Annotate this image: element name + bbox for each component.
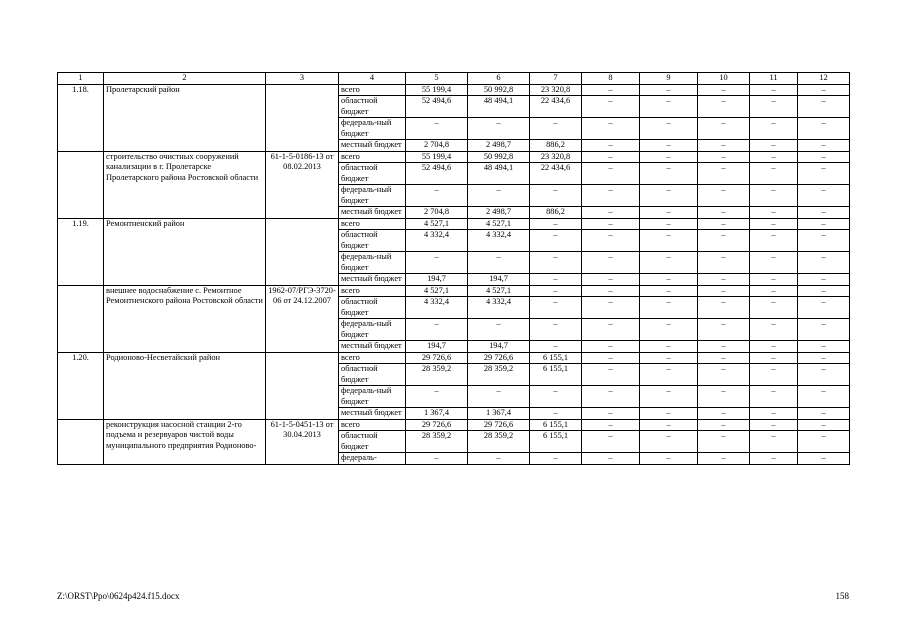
amount-cell: – <box>582 118 640 140</box>
amount-cell: – <box>530 230 582 252</box>
item-number <box>58 151 104 218</box>
amount-cell: 28 359,2 <box>406 364 468 386</box>
amount-cell: 194,7 <box>406 341 468 353</box>
amount-cell: – <box>798 140 850 152</box>
amount-cell: – <box>406 252 468 274</box>
item-name: внешнее водоснабжение с. Ремонтное Ремонтненского района Ростовской области <box>104 285 266 352</box>
amount-cell: – <box>750 252 798 274</box>
amount-cell: – <box>698 207 750 219</box>
amount-cell: – <box>640 453 698 465</box>
amount-cell: – <box>582 163 640 185</box>
column-number-header: 12 <box>798 73 850 85</box>
project-code: 61-1-5-0451-13 от 30.04.2013 <box>266 419 339 464</box>
amount-cell: – <box>798 319 850 341</box>
page-number: 158 <box>835 591 849 601</box>
funding-source: местный бюджет <box>339 408 406 420</box>
amount-cell: – <box>640 140 698 152</box>
amount-cell: – <box>750 118 798 140</box>
amount-cell: – <box>750 419 798 431</box>
item-name: реконструкция насосной станции 2-го подъема и резервуаров чистой воды муниципального предприятия Родионово- <box>104 419 266 464</box>
amount-cell: 2 704,8 <box>406 207 468 219</box>
amount-cell: – <box>640 419 698 431</box>
amount-cell: – <box>582 319 640 341</box>
amount-cell: 29 726,6 <box>406 352 468 364</box>
amount-cell: – <box>798 297 850 319</box>
item-number: 1.19. <box>58 218 104 285</box>
amount-cell: – <box>698 84 750 96</box>
amount-cell: – <box>640 297 698 319</box>
column-number-header: 9 <box>640 73 698 85</box>
amount-cell: – <box>468 453 530 465</box>
amount-cell: – <box>406 386 468 408</box>
amount-cell: – <box>798 352 850 364</box>
funding-source: областной бюджет <box>339 364 406 386</box>
amount-cell: – <box>750 163 798 185</box>
funding-source: местный бюджет <box>339 274 406 286</box>
amount-cell: – <box>698 297 750 319</box>
item-number: 1.20. <box>58 352 104 419</box>
amount-cell: 194,7 <box>468 274 530 286</box>
amount-cell: – <box>798 230 850 252</box>
item-name: Пролетарский район <box>104 84 266 151</box>
amount-cell: – <box>468 252 530 274</box>
item-name: Ремонтненский район <box>104 218 266 285</box>
item-number <box>58 285 104 352</box>
table-row <box>58 352 850 364</box>
funding-source: всего <box>339 352 406 364</box>
amount-cell: – <box>582 140 640 152</box>
amount-cell: – <box>640 84 698 96</box>
amount-cell: – <box>698 230 750 252</box>
amount-cell: – <box>798 408 850 420</box>
amount-cell: – <box>750 319 798 341</box>
amount-cell: – <box>750 230 798 252</box>
amount-cell: – <box>750 341 798 353</box>
amount-cell: – <box>582 185 640 207</box>
amount-cell: – <box>582 84 640 96</box>
amount-cell: 29 726,6 <box>468 419 530 431</box>
project-code <box>266 218 339 285</box>
amount-cell: – <box>750 352 798 364</box>
amount-cell: 1 367,4 <box>468 408 530 420</box>
funding-source: областной бюджет <box>339 163 406 185</box>
amount-cell: – <box>582 285 640 297</box>
amount-cell: – <box>640 118 698 140</box>
column-number-header: 5 <box>406 73 468 85</box>
amount-cell: 48 494,1 <box>468 163 530 185</box>
amount-cell: – <box>750 185 798 207</box>
amount-cell: 28 359,2 <box>468 364 530 386</box>
amount-cell: 6 155,1 <box>530 352 582 364</box>
amount-cell: – <box>406 453 468 465</box>
amount-cell: – <box>582 207 640 219</box>
amount-cell: – <box>698 218 750 230</box>
amount-cell: – <box>640 207 698 219</box>
funding-source: федераль-ный бюджет <box>339 118 406 140</box>
amount-cell: – <box>698 352 750 364</box>
amount-cell: 2 498,7 <box>468 140 530 152</box>
item-number: 1.18. <box>58 84 104 151</box>
amount-cell: – <box>582 297 640 319</box>
project-code <box>266 352 339 419</box>
amount-cell: – <box>640 96 698 118</box>
funding-source: всего <box>339 84 406 96</box>
amount-cell: – <box>750 84 798 96</box>
amount-cell: – <box>530 118 582 140</box>
amount-cell: – <box>640 185 698 207</box>
table-row <box>58 285 850 297</box>
amount-cell: – <box>530 185 582 207</box>
amount-cell: – <box>698 118 750 140</box>
funding-source: всего <box>339 218 406 230</box>
amount-cell: – <box>530 285 582 297</box>
amount-cell: 50 992,8 <box>468 151 530 163</box>
amount-cell: – <box>640 341 698 353</box>
amount-cell: – <box>582 230 640 252</box>
amount-cell: – <box>640 218 698 230</box>
column-number-header: 11 <box>750 73 798 85</box>
amount-cell: – <box>798 431 850 453</box>
column-number-header: 2 <box>104 73 266 85</box>
amount-cell: – <box>698 341 750 353</box>
column-number-header: 8 <box>582 73 640 85</box>
amount-cell: – <box>698 96 750 118</box>
amount-cell: – <box>750 151 798 163</box>
amount-cell: – <box>750 297 798 319</box>
amount-cell: – <box>640 163 698 185</box>
amount-cell: – <box>530 341 582 353</box>
table-row <box>58 151 850 163</box>
item-name: Родионово-Несветайский район <box>104 352 266 419</box>
amount-cell: – <box>530 297 582 319</box>
amount-cell: – <box>750 96 798 118</box>
project-code <box>266 84 339 151</box>
amount-cell: 55 199,4 <box>406 151 468 163</box>
amount-cell: – <box>698 386 750 408</box>
amount-cell: 6 155,1 <box>530 431 582 453</box>
amount-cell: – <box>798 364 850 386</box>
table-row <box>58 84 850 96</box>
amount-cell: 6 155,1 <box>530 419 582 431</box>
amount-cell: – <box>530 319 582 341</box>
amount-cell: – <box>582 364 640 386</box>
amount-cell: – <box>640 252 698 274</box>
funding-source: местный бюджет <box>339 341 406 353</box>
amount-cell: – <box>750 274 798 286</box>
amount-cell: – <box>798 185 850 207</box>
amount-cell: – <box>468 319 530 341</box>
amount-cell: – <box>640 230 698 252</box>
amount-cell: 4 527,1 <box>468 285 530 297</box>
amount-cell: – <box>750 364 798 386</box>
amount-cell: – <box>750 285 798 297</box>
amount-cell: – <box>698 185 750 207</box>
amount-cell: – <box>640 319 698 341</box>
amount-cell: – <box>582 352 640 364</box>
amount-cell: – <box>698 285 750 297</box>
amount-cell: – <box>582 419 640 431</box>
funding-source: областной бюджет <box>339 431 406 453</box>
amount-cell: – <box>640 364 698 386</box>
amount-cell: – <box>530 252 582 274</box>
amount-cell: 4 332,4 <box>406 230 468 252</box>
amount-cell: 23 320,8 <box>530 84 582 96</box>
amount-cell: – <box>530 218 582 230</box>
amount-cell: 194,7 <box>468 341 530 353</box>
amount-cell: 4 527,1 <box>468 218 530 230</box>
amount-cell: – <box>698 453 750 465</box>
amount-cell: – <box>640 386 698 408</box>
amount-cell: 4 332,4 <box>468 230 530 252</box>
amount-cell: 48 494,1 <box>468 96 530 118</box>
amount-cell: 29 726,6 <box>468 352 530 364</box>
amount-cell: – <box>698 408 750 420</box>
amount-cell: – <box>698 163 750 185</box>
amount-cell: – <box>640 352 698 364</box>
amount-cell: – <box>530 386 582 408</box>
amount-cell: 2 704,8 <box>406 140 468 152</box>
amount-cell: – <box>798 285 850 297</box>
column-number-header: 10 <box>698 73 750 85</box>
column-number-header: 7 <box>530 73 582 85</box>
amount-cell: – <box>798 386 850 408</box>
amount-cell: – <box>582 453 640 465</box>
column-number-header: 1 <box>58 73 104 85</box>
funding-source: областной бюджет <box>339 230 406 252</box>
amount-cell: – <box>640 274 698 286</box>
header-row <box>58 73 850 85</box>
amount-cell: – <box>698 140 750 152</box>
amount-cell: 28 359,2 <box>468 431 530 453</box>
amount-cell: – <box>582 431 640 453</box>
funding-source: местный бюджет <box>339 140 406 152</box>
column-number-header: 3 <box>266 73 339 85</box>
amount-cell: – <box>798 163 850 185</box>
amount-cell: – <box>406 185 468 207</box>
funding-source: федераль-ный бюджет <box>339 319 406 341</box>
funding-source: федераль-ный бюджет <box>339 386 406 408</box>
amount-cell: – <box>798 218 850 230</box>
amount-cell: 4 527,1 <box>406 285 468 297</box>
amount-cell: 29 726,6 <box>406 419 468 431</box>
amount-cell: – <box>750 386 798 408</box>
amount-cell: – <box>698 364 750 386</box>
amount-cell: – <box>798 151 850 163</box>
funding-source: всего <box>339 285 406 297</box>
amount-cell: 4 332,4 <box>406 297 468 319</box>
footer-file-path: Z:\ORST\Ppo\0624p424.f15.docx <box>57 591 180 601</box>
amount-cell: – <box>698 252 750 274</box>
amount-cell: 28 359,2 <box>406 431 468 453</box>
amount-cell: – <box>640 285 698 297</box>
table-row <box>58 218 850 230</box>
funding-source: областной бюджет <box>339 297 406 319</box>
amount-cell: – <box>582 274 640 286</box>
amount-cell: – <box>698 431 750 453</box>
funding-source: всего <box>339 419 406 431</box>
amount-cell: – <box>468 386 530 408</box>
amount-cell: – <box>798 118 850 140</box>
funding-source: федераль- <box>339 453 406 465</box>
table-row <box>58 419 850 431</box>
amount-cell: – <box>798 252 850 274</box>
amount-cell: – <box>582 96 640 118</box>
amount-cell: 4 527,1 <box>406 218 468 230</box>
amount-cell: – <box>750 408 798 420</box>
amount-cell: – <box>698 151 750 163</box>
amount-cell: – <box>468 118 530 140</box>
amount-cell: – <box>530 274 582 286</box>
amount-cell: – <box>750 140 798 152</box>
project-code: 1962-07/РГЭ-3720-06 от 24.12.2007 <box>266 285 339 352</box>
amount-cell: – <box>798 84 850 96</box>
budget-table <box>57 72 850 465</box>
amount-cell: – <box>468 185 530 207</box>
amount-cell: 6 155,1 <box>530 364 582 386</box>
amount-cell: – <box>406 319 468 341</box>
item-number <box>58 419 104 464</box>
amount-cell: – <box>582 386 640 408</box>
amount-cell: – <box>640 408 698 420</box>
amount-cell: – <box>750 207 798 219</box>
amount-cell: 22 434,6 <box>530 96 582 118</box>
amount-cell: 52 494,6 <box>406 96 468 118</box>
project-code: 61-1-5-0186-13 от 08.02.2013 <box>266 151 339 218</box>
column-number-header: 6 <box>468 73 530 85</box>
amount-cell: – <box>640 151 698 163</box>
amount-cell: – <box>798 207 850 219</box>
amount-cell: – <box>582 252 640 274</box>
funding-source: федераль-ный бюджет <box>339 252 406 274</box>
amount-cell: – <box>798 274 850 286</box>
funding-source: всего <box>339 151 406 163</box>
amount-cell: 4 332,4 <box>468 297 530 319</box>
amount-cell: 1 367,4 <box>406 408 468 420</box>
item-name: строительство очистных сооружений канализации в г. Пролетарске Пролетарского района Ростовской области <box>104 151 266 218</box>
amount-cell: – <box>582 408 640 420</box>
amount-cell: – <box>530 453 582 465</box>
amount-cell: 22 434,6 <box>530 163 582 185</box>
amount-cell: 50 992,8 <box>468 84 530 96</box>
amount-cell: – <box>798 341 850 353</box>
amount-cell: 886,2 <box>530 140 582 152</box>
amount-cell: 23 320,8 <box>530 151 582 163</box>
amount-cell: – <box>640 431 698 453</box>
column-number-header: 4 <box>339 73 406 85</box>
amount-cell: 2 498,7 <box>468 207 530 219</box>
amount-cell: – <box>698 274 750 286</box>
amount-cell: – <box>698 419 750 431</box>
funding-source: федераль-ный бюджет <box>339 185 406 207</box>
amount-cell: – <box>530 408 582 420</box>
amount-cell: – <box>406 118 468 140</box>
funding-source: областной бюджет <box>339 96 406 118</box>
amount-cell: 52 494,6 <box>406 163 468 185</box>
amount-cell: – <box>582 151 640 163</box>
amount-cell: – <box>582 218 640 230</box>
amount-cell: 194,7 <box>406 274 468 286</box>
amount-cell: – <box>750 431 798 453</box>
amount-cell: – <box>798 96 850 118</box>
amount-cell: – <box>798 453 850 465</box>
amount-cell: 886,2 <box>530 207 582 219</box>
amount-cell: – <box>750 218 798 230</box>
funding-source: местный бюджет <box>339 207 406 219</box>
amount-cell: 55 199,4 <box>406 84 468 96</box>
amount-cell: – <box>582 341 640 353</box>
amount-cell: – <box>750 453 798 465</box>
amount-cell: – <box>698 319 750 341</box>
amount-cell: – <box>798 419 850 431</box>
